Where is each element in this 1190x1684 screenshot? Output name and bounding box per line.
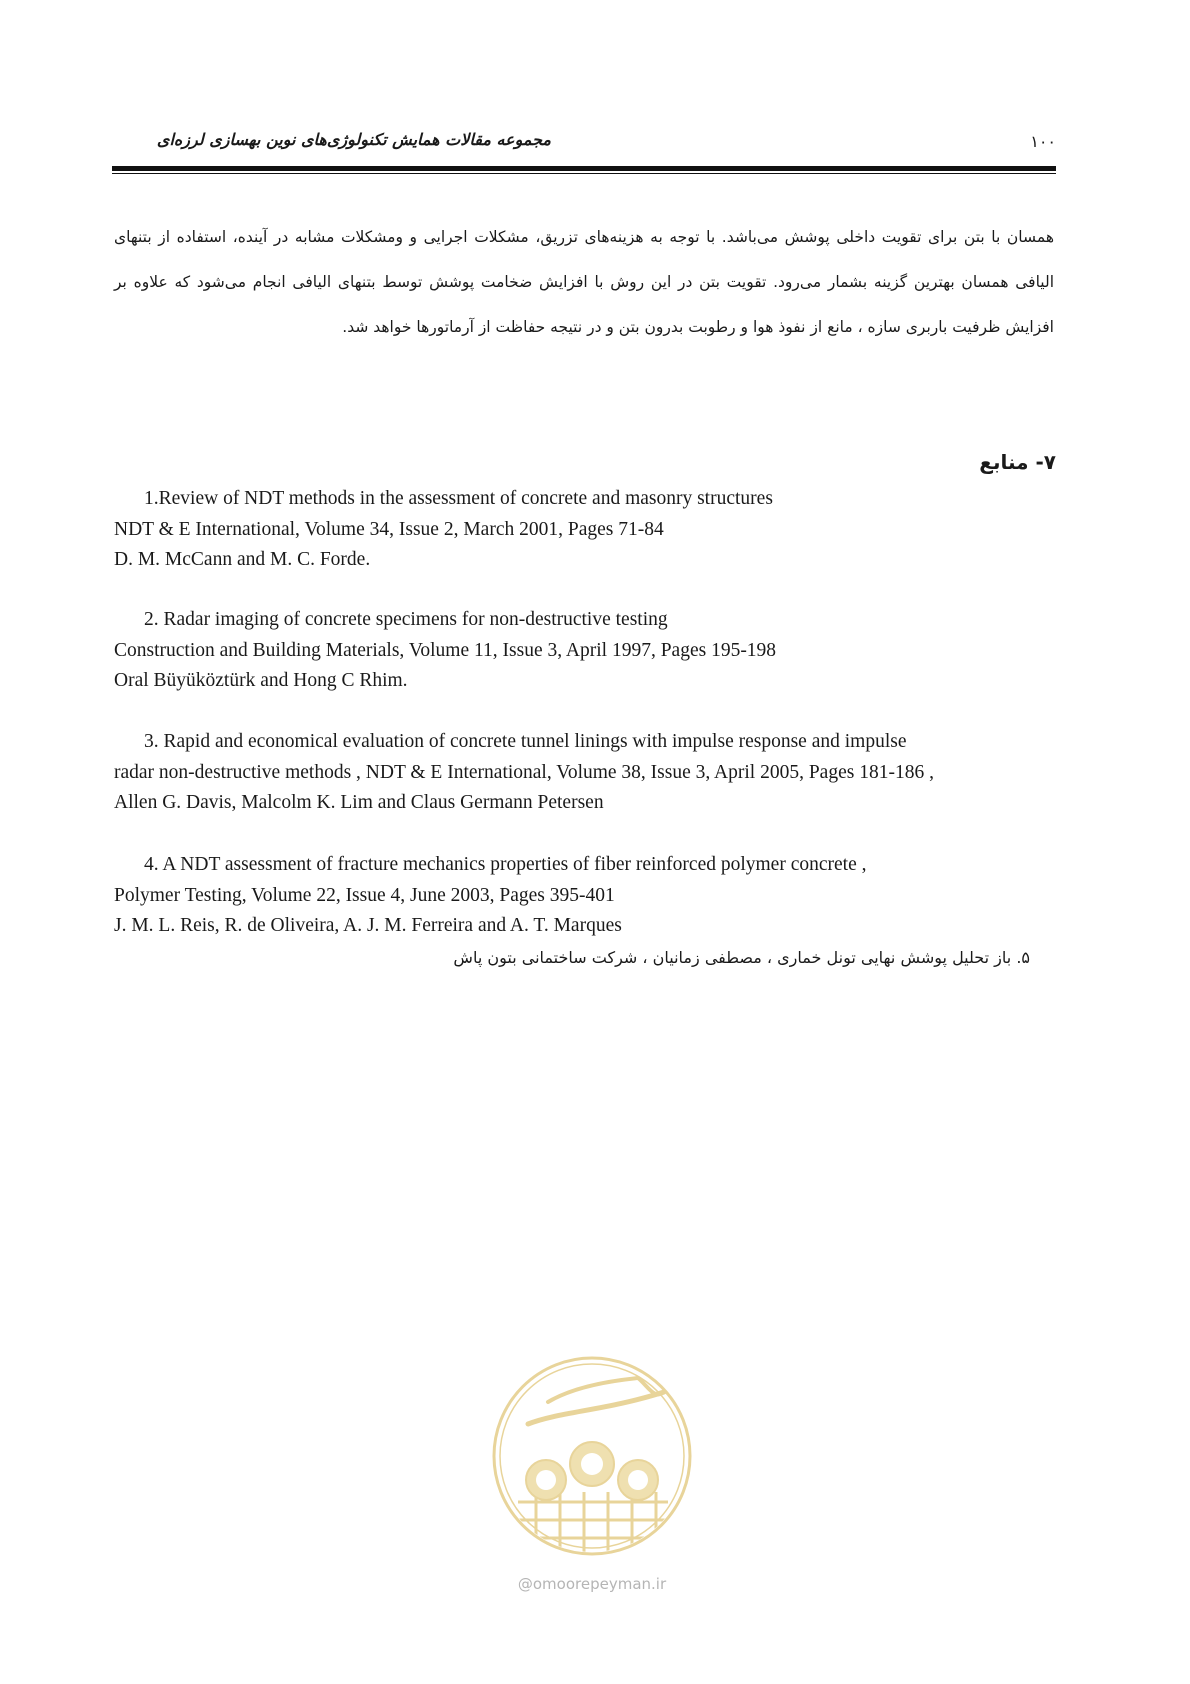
reference-title: 4. A NDT assessment of fracture mechanics properties of fiber reinforced polymer concrete , (144, 854, 867, 875)
reference-source: Construction and Building Materials, Volume 11, Issue 3, April 1997, Pages 195-198 (114, 639, 777, 661)
reference-authors: Allen G. Davis, Malcolm K. Lim and Claus Germann Petersen (114, 792, 604, 813)
reference-authors: D. M. McCann and M. C. Forde. (114, 549, 371, 570)
reference-source: Polymer Testing, Volume 22, Issue 4, June 2003, Pages 395-401 (114, 884, 615, 906)
references-heading: ۷- منابع (979, 450, 1056, 474)
body-paragraph: همسان با بتن برای تقویت داخلی پوشش می‌باشد. با توجه به هزینه‌های تزریق، مشکلات اجرایی و ومشکلات مشابه در آینده، استفاده از بتنهای الیافی همسان بهترین گزینه بشمار می‌رود. تقویت بتن در این روش با افزایش ضخامت پوشش توسط بتنهای الیافی انجام می‌شود که علاوه بر افزایش ظرفیت باربری سازه ، مانع از نفوذ هوا و رطوبت بدرون بتن و در نتیجه حفاظت از آرماتورها خواهد شد. (114, 228, 1054, 336)
reference-source: radar non-destructive methods , NDT & E International, Volume 38, Issue 3, April 2005, Pages 181-186 , (114, 761, 934, 783)
watermark-logo-icon (488, 1352, 696, 1560)
reference-item-5: ۵. باز تحلیل پوشش نهایی تونل خماری ، مصطفی زمانیان ، شرکت ساختمانی بتون پاش (453, 948, 1030, 967)
reference-source: NDT & E International, Volume 34, Issue 2, March 2001, Pages 71-84 (114, 518, 664, 540)
reference-title: 1.Review of NDT methods in the assessment of concrete and masonry structures (144, 488, 773, 509)
header-title: مجموعه مقالات همایش تکنولوژی‌های نوین بهسازی لرزه‌ای (156, 130, 551, 149)
reference-title: 3. Rapid and economical evaluation of concrete tunnel linings with impulse response and impulse (144, 731, 907, 752)
header-rule-thin (112, 173, 1056, 174)
reference-item-4 (114, 850, 1054, 942)
reference-item-3 (114, 727, 1054, 819)
page-number: ۱۰۰ (1030, 132, 1056, 151)
reference-authors: J. M. L. Reis, R. de Oliveira, A. J. M. Ferreira and A. T. Marques (114, 915, 622, 936)
reference-item-1 (114, 484, 1054, 576)
watermark-url: @omoorepeyman.ir (517, 1575, 667, 1593)
page-header (112, 128, 1056, 172)
header-rule-thick (112, 166, 1056, 171)
reference-title: 2. Radar imaging of concrete specimens for non-destructive testing (144, 609, 668, 630)
reference-authors: Oral Büyüköztürk and Hong C Rhim. (114, 670, 408, 691)
reference-item-2 (114, 605, 1054, 697)
